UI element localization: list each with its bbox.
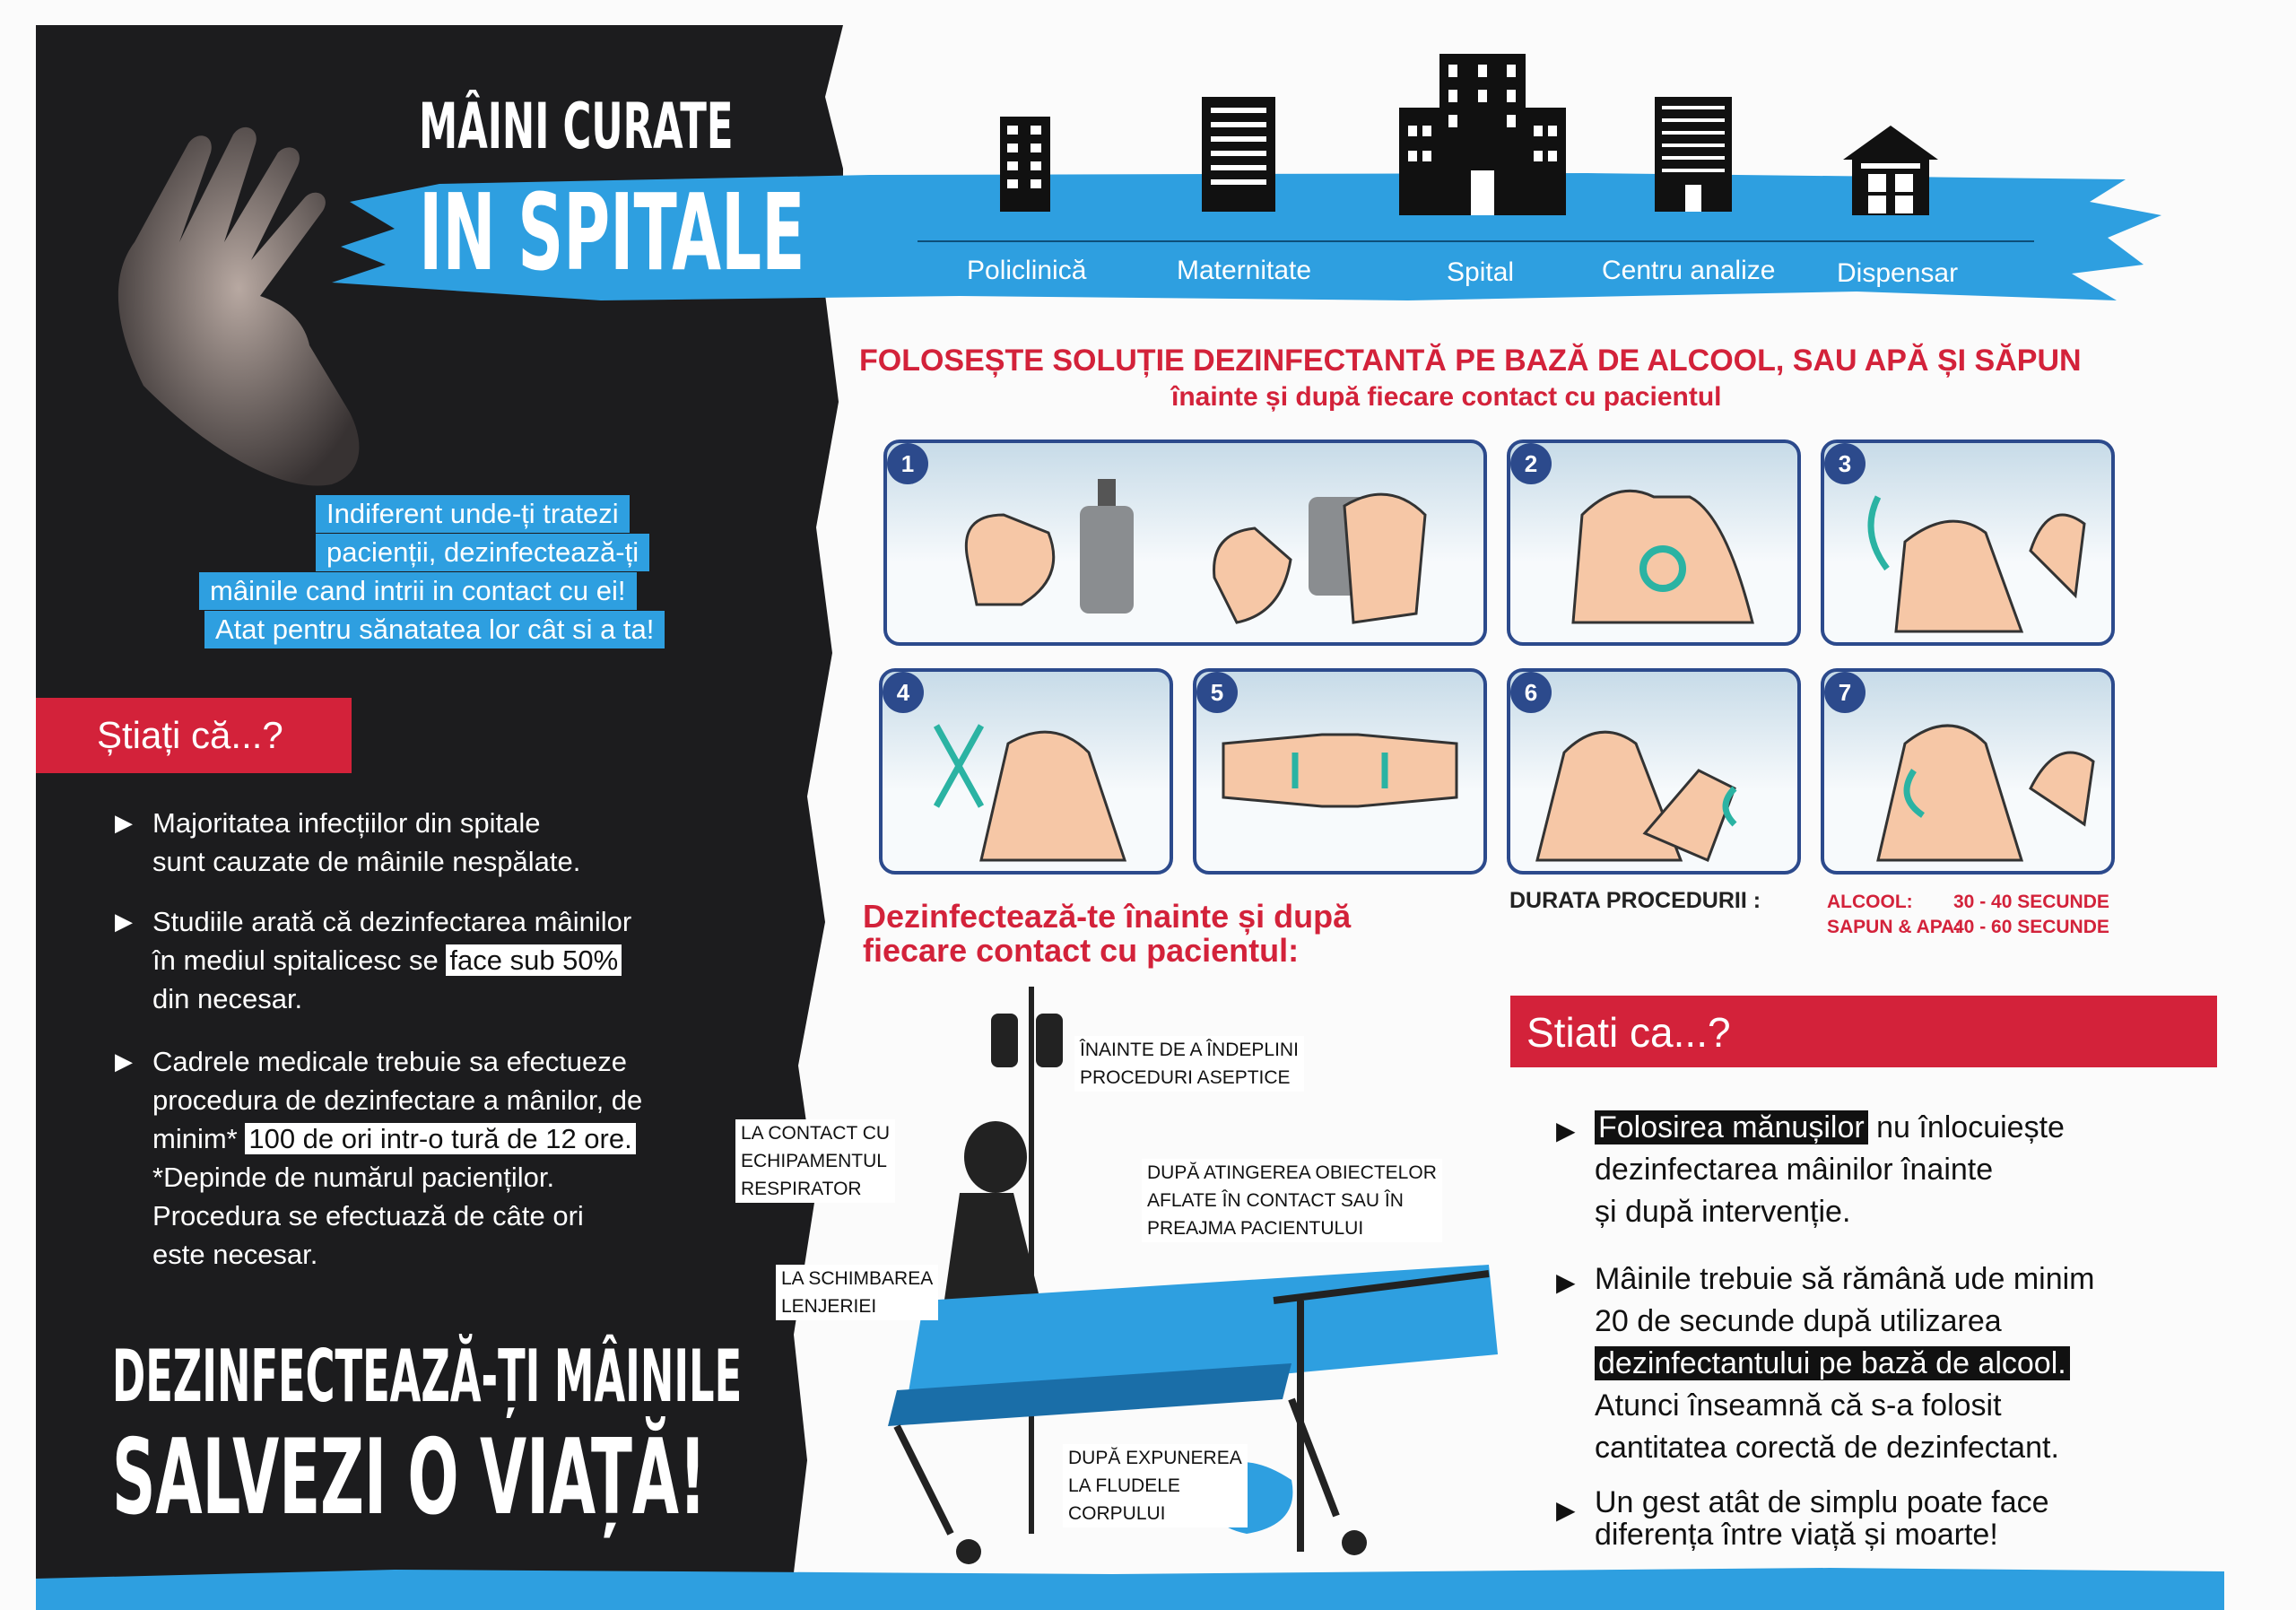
fingers-locked-icon [1196, 672, 1483, 871]
intro-line-2: pacienții, dezinfectează-ți [316, 534, 649, 571]
stiati-ca-left-banner [36, 698, 352, 773]
bullet-arrow-icon: ▶ [115, 908, 133, 935]
duration-soap-value: 40 - 60 SECUNDE [1953, 917, 2109, 937]
building-label-policlinica: Policlinică [967, 256, 1087, 285]
back-of-hand-rub-icon [1824, 443, 2111, 642]
label-bedding-change: LA SCHIMBAREA LENJERIEI [776, 1265, 938, 1320]
step-1-panel [883, 439, 1487, 646]
main-instruction-subheading: înainte și după fiecare contact cu pacientul [1171, 382, 1722, 412]
step-5-panel [1193, 668, 1487, 875]
fingertips-rub-icon [1824, 672, 2111, 871]
step-3-panel [1821, 439, 2115, 646]
spital-icon [1399, 54, 1566, 215]
label-before-aseptic: ÎNAINTE DE A ÎNDEPLINI PROCEDURI ASEPTICE [1074, 1036, 1304, 1092]
step-number: 5 [1196, 672, 1238, 713]
step-number: 3 [1824, 443, 1866, 484]
step-4-panel [879, 668, 1173, 875]
bullet-arrow-icon: ▶ [1556, 1117, 1576, 1144]
bullet-arrow-icon: ▶ [115, 809, 133, 836]
intro-line-4: Atat pentru sănatatea lor cât si a ta! [204, 611, 665, 648]
step-number: 1 [887, 443, 928, 484]
bullet-arrow-icon: ▶ [115, 1048, 133, 1075]
centru-analize-icon [1653, 95, 1734, 213]
buildings-divider [918, 240, 2034, 242]
bottom-blue-stripe [36, 1561, 2224, 1610]
slogan-line-2: SALVEZI O VIAȚĂ! [112, 1417, 707, 1538]
step-7-panel [1821, 668, 2115, 875]
stiati-ca-right-heading: Stiati ca...? [1526, 1009, 1731, 1056]
main-instruction-heading: FOLOSEȘTE SOLUȚIE DEZINFECTANTĂ PE BAZĂ DE ALCOOL, SAU APĂ ȘI SĂPUN [859, 344, 2082, 378]
building-label-maternitate: Maternitate [1177, 256, 1312, 285]
building-label-centru-analize: Centru analize [1602, 256, 1776, 285]
bullet-arrow-icon: ▶ [1556, 1496, 1576, 1524]
disinfect-reminder: Dezinfectează-te înainte și după fiecare contact cu pacientul: [863, 898, 1352, 969]
step-6-panel [1507, 668, 1801, 875]
interlaced-fingers-icon [883, 672, 1170, 871]
bullet-arrow-icon: ▶ [1556, 1268, 1576, 1296]
policlinica-icon [998, 115, 1052, 213]
palm-rub-icon [1510, 443, 1797, 642]
label-body-fluids: DUPĂ EXPUNEREA LA FLUDELE CORPULUI [1063, 1444, 1248, 1527]
dispensar-icon [1841, 124, 1940, 217]
intro-line-1: Indiferent unde-ți tratezi [316, 495, 630, 533]
thumb-rub-icon [1510, 672, 1797, 871]
label-respirator-contact: LA CONTACT CU ECHIPAMENTUL RESPIRATOR [735, 1119, 895, 1203]
step-2-panel [1507, 439, 1801, 646]
step-number: 6 [1510, 672, 1552, 713]
stiati-ca-right-banner [1510, 996, 2217, 1067]
stiati-ca-left-heading: Știați că...? [97, 714, 283, 756]
step-number: 4 [883, 672, 924, 713]
step-number: 7 [1824, 672, 1866, 713]
slogan-line-1: DEZINFECTEAZĂ-ȚI MÂINILE [112, 1335, 743, 1418]
building-label-dispensar: Dispensar [1837, 258, 1959, 288]
fact-2: Studiile arată că dezinfectarea mâinilor în mediul spitalicesc se face sub 50% din necesar. [152, 906, 632, 1014]
building-label-spital: Spital [1447, 257, 1515, 287]
maternitate-icon [1200, 95, 1277, 213]
fact-1: Majoritatea infecțiilor din spitale sunt cauzate de mâinile nespălate. [152, 807, 581, 877]
fact-3: Cadrele medicale trebuie sa efectueze procedura de dezinfectare a mânilor, de minim* 100 de ori intr-o tură de 12 ore. *Depinde de numărul pacienților. Procedura se efectuază de câte ori este necesar. [152, 1046, 643, 1270]
duration-alcohol-value: 30 - 40 SECUNDE [1953, 892, 2109, 912]
title-line-2: IN SPITALE [419, 170, 805, 294]
duration-soap-label: SAPUN & APA: [1827, 917, 1961, 937]
duration-label: DURATA PROCEDURII : [1509, 888, 1761, 913]
intro-line-3: mâinile cand intrii in contact cu ei! [199, 572, 637, 610]
right-fact-1: Folosirea mănușilor nu înlocuiește dezinfectarea mâinilor înainte și după intervenție. [1595, 1110, 2065, 1229]
duration-alcohol-label: ALCOOL: [1827, 892, 1913, 912]
step-number: 2 [1510, 443, 1552, 484]
dispenser-hands-icon [887, 443, 1483, 642]
label-after-touching-objects: DUPĂ ATINGEREA OBIECTELOR AFLATE ÎN CONTACT SAU ÎN PREAJMA PACIENTULUI [1142, 1159, 1442, 1242]
right-fact-3: Un gest atât de simplu poate face diferența între viață și moarte! [1595, 1485, 2049, 1552]
title-line-1: MÂINI CURATE [419, 90, 734, 163]
right-fact-2: Mâinile trebuie să rămână ude minim 20 de secunde după utilizarea dezinfectantului pe bază de alcool. Atunci înseamnă că s-a folosit cantitatea corectă de dezinfectant. [1595, 1262, 2095, 1465]
